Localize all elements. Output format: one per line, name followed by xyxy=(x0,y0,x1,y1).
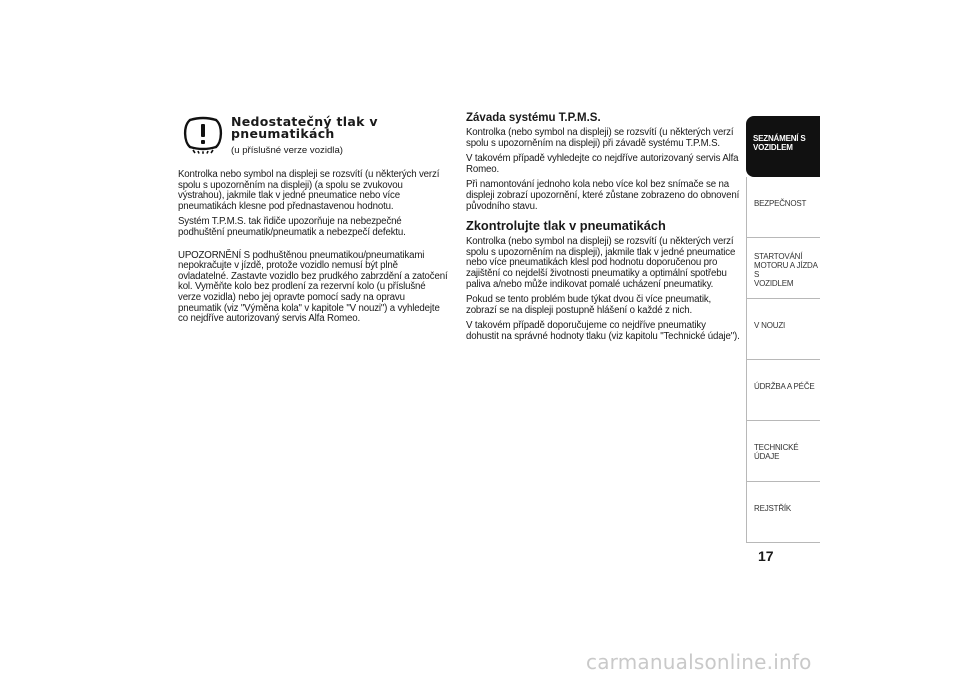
tab-technicke-udaje[interactable]: TECHNICKÉ ÚDAJE xyxy=(746,421,820,482)
right-paragraph-3: Při namontování jednoho kola nebo více kol bez snímače se na displeji zobrazí upozornění, které zůstane zobrazeno do obnovení původního stavu. xyxy=(466,179,740,212)
section-heading-fault: Závada systému T.P.M.S. xyxy=(466,112,601,124)
right-column xyxy=(466,112,740,348)
page-number: 17 xyxy=(758,548,774,564)
chapter-tabs xyxy=(746,116,820,543)
right-paragraph-6: V takovém případě doporučujeme co nejdříve pneumatiky dohustit na správné hodnoty tlaku (viz kapitolu "Technické údaje"). xyxy=(466,320,740,342)
left-column xyxy=(178,114,450,330)
warning-title-line1: Nedostatečný tlak v xyxy=(231,114,378,129)
tpms-warning-icon xyxy=(181,114,225,154)
warning-title-block xyxy=(231,114,378,156)
tab-bezpecnost[interactable]: BEZPEČNOST xyxy=(746,177,820,238)
tab-rejstrik[interactable]: REJSTŘÍK xyxy=(746,482,820,543)
right-paragraph-1: Kontrolka (nebo symbol na displeji) se rozsvítí (u některých verzí spolu s upozorněním na displeji) při závadě systému T.P.M.S. xyxy=(466,127,734,149)
warning-header xyxy=(178,114,450,156)
tab-udrzba-a-pece[interactable]: ÚDRŽBA A PÉČE xyxy=(746,360,820,421)
right-paragraph-2: V takovém případě vyhledejte co nejdříve autorizovaný servis Alfa Romeo. xyxy=(466,153,739,175)
tab-startovani-motoru[interactable]: STARTOVÁNÍ MOTORU A JÍZDA S VOZIDLEM xyxy=(746,238,820,299)
tab-v-nouzi[interactable]: V NOUZI xyxy=(746,299,820,360)
right-paragraph-5: Pokud se tento problém bude týkat dvou či více pneumatik, zobrazí se na displeji postupně hlášení o každé z nich. xyxy=(466,294,712,316)
section-heading-check-pressure: Zkontrolujte tlak v pneumatikách xyxy=(466,218,666,234)
warning-subtitle: (u příslušné verze vozidla) xyxy=(231,145,343,156)
left-paragraph-2: Systém T.P.M.S. tak řidiče upozorňuje na nebezpečné podhuštění pneumatik/pneumatik a nebezpečí defektu. xyxy=(178,216,406,238)
tab-seznameni-s-vozidlem[interactable]: SEZNÁMENÍ S VOZIDLEM xyxy=(746,116,820,177)
watermark: carmanualsonline.info xyxy=(586,650,812,674)
left-paragraph-1: Kontrolka nebo symbol na displeji se rozsvítí (u některých verzí spolu s upozorněním na displeji) (a spolu se zvukovou výstrahou), jakmile tlak v jedné pneumatice nebo více pneumatikách klesne pod přednastavenou hodnotu. xyxy=(178,169,440,212)
left-warning-paragraph: UPOZORNĚNÍ S podhuštěnou pneumatikou/pneumatikami nepokračujte v jízdě, protože vozidlo nemusí být plně ovladatelné. Zastavte vozidlo bez prudkého zabrzdění a zatočení kol. Vyměňte kolo bez prodlení za rezervní kolo (u příslušné verze vozidla) nebo jej opravte pomocí sady na opravu pneumatik (viz "Výměna kola" v kapitole "V nouzi") a vyhledejte co nejdříve autorizovaný servis Alfa Romeo. xyxy=(178,249,448,325)
right-paragraph-4: Kontrolka (nebo symbol na displeji) se rozsvítí (u některých verzí spolu s upozorněním na displeji), jakmile tlak v jedné pneumatice nebo více pneumatikách klesl pod hodnotu doporučenou pro zajištění co nejdelší životnosti pneumatiky a optimální spotřebu paliva a/nebo může indikovat pomalé ucházení pneumatiky. xyxy=(466,236,736,290)
warning-title-line2: pneumatikách xyxy=(231,126,335,141)
